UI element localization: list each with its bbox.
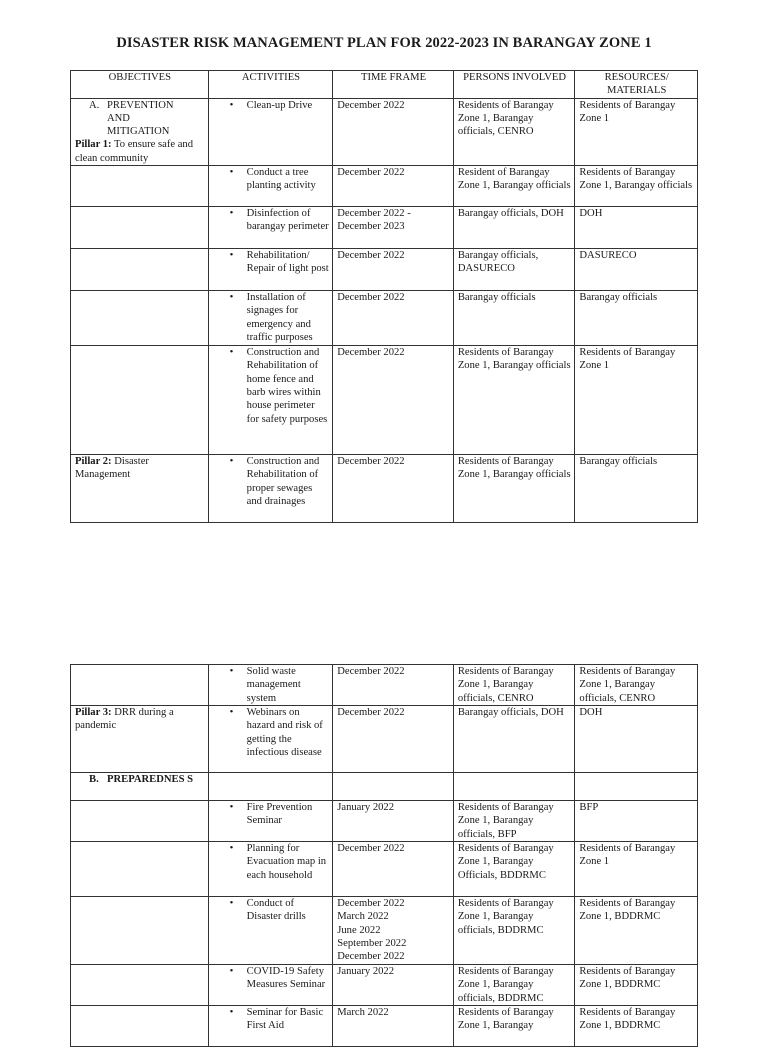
- persons-cell: Residents of Barangay Zone 1, Barangay officials: [453, 455, 575, 523]
- header-persons-involved: PERSONS INVOLVED: [453, 71, 575, 99]
- objective-cell: [71, 166, 209, 207]
- persons-cell: Residents of Barangay Zone 1, Barangay officials, BDDRMC: [453, 897, 575, 965]
- resources-cell: Residents of Barangay Zone 1: [575, 346, 698, 455]
- time-frame-cell: January 2022: [333, 965, 454, 1006]
- persons-cell: Barangay officials, DASURECO: [453, 249, 575, 291]
- table-row: [71, 291, 698, 346]
- activity-cell: • Webinars on hazard and risk of getting the infectious disease: [208, 706, 333, 773]
- resources-cell: Residents of Barangay Zone 1, BDDRMC: [575, 897, 698, 965]
- table-row: [71, 166, 698, 207]
- objective-cell: [71, 706, 209, 773]
- resources-cell: Residents of Barangay Zone 1: [575, 842, 698, 897]
- activity-cell: • Solid waste management system: [208, 665, 333, 706]
- time-frame-cell: December 2022: [333, 166, 454, 207]
- header-objectives: OBJECTIVES: [71, 71, 209, 99]
- pillar-2: Pillar 2: Disaster Management: [75, 456, 149, 481]
- activity-cell: • Clean-up Drive: [208, 98, 333, 165]
- time-frame-cell: December 2022: [333, 842, 454, 897]
- persons-cell: [453, 773, 575, 801]
- resources-cell: BFP: [575, 801, 698, 842]
- activity-cell: • Conduct a tree planting activity: [208, 166, 333, 207]
- persons-cell: Residents of Barangay Zone 1, Barangay officials, BDDRMC: [453, 965, 575, 1006]
- pillar-1: Pillar 1: To ensure safe and clean community: [75, 139, 194, 164]
- resources-cell: Barangay officials: [575, 455, 698, 523]
- table-row: [71, 897, 698, 965]
- objective-cell: [71, 965, 209, 1006]
- time-frame-cell: December 2022: [333, 249, 454, 291]
- time-frame-cell: December 2022: [333, 346, 454, 455]
- time-frame-cell: December 2022: [333, 665, 454, 706]
- persons-cell: Resident of Barangay Zone 1, Barangay officials: [453, 166, 575, 207]
- table-row: [71, 346, 698, 455]
- table-row: [71, 842, 698, 897]
- table-row: [71, 706, 698, 773]
- objective-cell: [71, 291, 209, 346]
- objective-cell: [71, 98, 209, 165]
- table-row: [71, 1006, 698, 1047]
- resources-cell: Residents of Barangay Zone 1: [575, 98, 698, 165]
- objective-cell: [71, 801, 209, 842]
- time-frame-cell: December 2022: [333, 291, 454, 346]
- objective-cell: [71, 773, 209, 801]
- objective-cell: [71, 897, 209, 965]
- persons-cell: Residents of Barangay Zone 1, Barangay officials, CENRO: [453, 98, 575, 165]
- table-row: [71, 801, 698, 842]
- time-frame-cell: December 2022 March 2022 June 2022 September 2022 December 2022: [333, 897, 454, 965]
- resources-cell: DOH: [575, 706, 698, 773]
- activity-cell: • Construction and Rehabilitation of proper sewages and drainages: [208, 455, 333, 523]
- activity-cell: [208, 773, 333, 801]
- objective-cell: [71, 455, 209, 523]
- activity-cell: • Construction and Rehabilitation of home fence and barb wires within house perimeter for safety purposes: [208, 346, 333, 455]
- header-row: [71, 71, 698, 99]
- objective-cell: [71, 249, 209, 291]
- time-frame-cell: December 2022 - December 2023: [333, 207, 454, 249]
- table-row: [71, 249, 698, 291]
- time-frame-cell: December 2022: [333, 706, 454, 773]
- objective-cell: [71, 207, 209, 249]
- persons-cell: Barangay officials, DOH: [453, 706, 575, 773]
- persons-cell: Residents of Barangay Zone 1, Barangay officials, CENRO: [453, 665, 575, 706]
- header-resources: RESOURCES/ MATERIALS: [575, 71, 698, 99]
- header-activities: ACTIVITIES: [208, 71, 333, 99]
- activity-cell: • Rehabilitation/ Repair of light post: [208, 249, 333, 291]
- time-frame-cell: January 2022: [333, 801, 454, 842]
- objective-cell: [71, 346, 209, 455]
- persons-cell: Residents of Barangay Zone 1, Barangay Officials, BDDRMC: [453, 842, 575, 897]
- activity-cell: • Fire Prevention Seminar: [208, 801, 333, 842]
- activity-cell: • COVID-19 Safety Measures Seminar: [208, 965, 333, 1006]
- time-frame-cell: [333, 773, 454, 801]
- table-row: [71, 98, 698, 165]
- table-row: [71, 207, 698, 249]
- resources-cell: Residents of Barangay Zone 1, Barangay officials: [575, 166, 698, 207]
- persons-cell: Residents of Barangay Zone 1, Barangay: [453, 1006, 575, 1047]
- resources-cell: Barangay officials: [575, 291, 698, 346]
- activity-cell: • Conduct of Disaster drills: [208, 897, 333, 965]
- table-row: [71, 665, 698, 706]
- document-title: DISASTER RISK MANAGEMENT PLAN FOR 2022-2023 IN BARANGAY ZONE 1: [116, 35, 652, 51]
- resources-cell: Residents of Barangay Zone 1, BDDRMC: [575, 965, 698, 1006]
- plan-table-page-1: [70, 70, 698, 523]
- table-row: [71, 773, 698, 801]
- activity-cell: • Disinfection of barangay perimeter: [208, 207, 333, 249]
- time-frame-cell: December 2022: [333, 98, 454, 165]
- persons-cell: Barangay officials, DOH: [453, 207, 575, 249]
- table-row: [71, 455, 698, 523]
- pillar-3: Pillar 3: DRR during a pandemic: [75, 707, 174, 732]
- resources-cell: Residents of Barangay Zone 1, BDDRMC: [575, 1006, 698, 1047]
- resources-cell: DOH: [575, 207, 698, 249]
- persons-cell: Barangay officials: [453, 291, 575, 346]
- objective-cell: [71, 665, 209, 706]
- section-heading-b: B. PREPAREDNES S: [89, 774, 194, 785]
- time-frame-cell: March 2022: [333, 1006, 454, 1047]
- persons-cell: Residents of Barangay Zone 1, Barangay officials, BFP: [453, 801, 575, 842]
- section-heading-a: A. PREVENTION AND MITIGATION: [89, 99, 174, 138]
- objective-cell: [71, 842, 209, 897]
- objective-cell: [71, 1006, 209, 1047]
- persons-cell: Residents of Barangay Zone 1, Barangay officials: [453, 346, 575, 455]
- header-time-frame: TIME FRAME: [333, 71, 454, 99]
- resources-cell: Residents of Barangay Zone 1, Barangay officials, CENRO: [575, 665, 698, 706]
- activity-cell: • Seminar for Basic First Aid: [208, 1006, 333, 1047]
- table-row: [71, 965, 698, 1006]
- plan-table-page-2: [70, 664, 698, 1047]
- resources-cell: [575, 773, 698, 801]
- activity-cell: • Installation of signages for emergency and traffic purposes: [208, 291, 333, 346]
- time-frame-cell: December 2022: [333, 455, 454, 523]
- activity-cell: • Planning for Evacuation map in each household: [208, 842, 333, 897]
- resources-cell: DASURECO: [575, 249, 698, 291]
